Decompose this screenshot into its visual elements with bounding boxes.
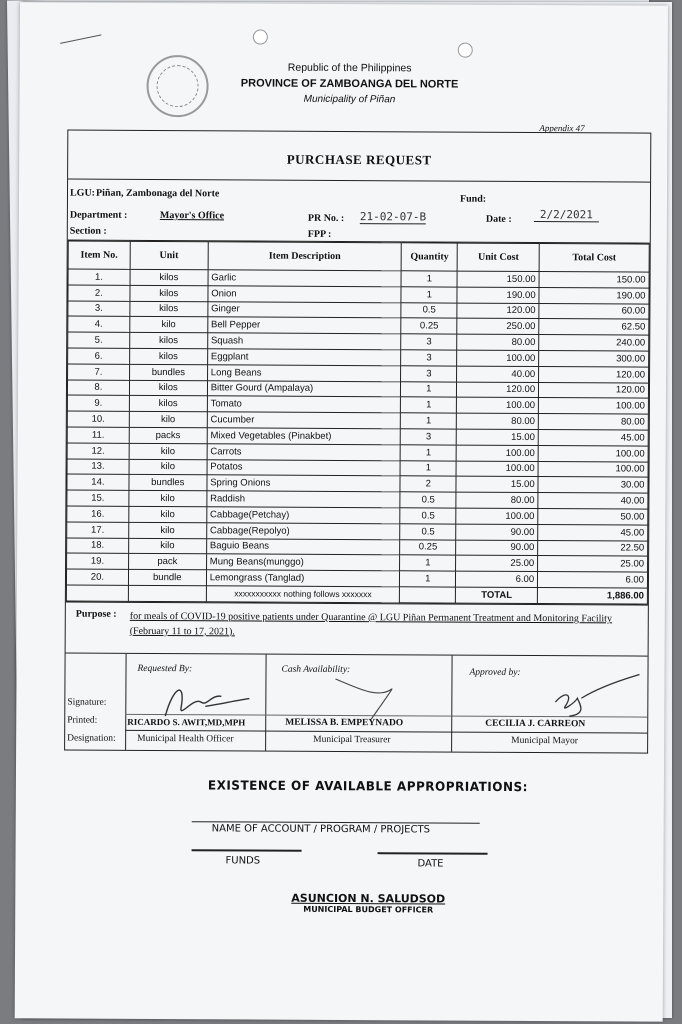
total-cost: 240.00 xyxy=(539,335,649,351)
purpose-section xyxy=(66,601,648,656)
total-cost: 50.00 xyxy=(538,508,648,524)
unit-cost: 90.00 xyxy=(456,524,538,540)
unit-cost: 190.00 xyxy=(457,287,539,303)
col-header: Item No. xyxy=(68,241,130,269)
department-value: Mayor's Office xyxy=(159,210,225,222)
approved-by-label: Approved by: xyxy=(469,667,521,678)
approver-name: CECILIA J. CARREON xyxy=(485,718,586,730)
total-cost: 25.00 xyxy=(538,556,648,572)
lgu-label: LGU: xyxy=(69,187,96,199)
unit-cost: 6.00 xyxy=(456,571,538,587)
unit: bundles xyxy=(129,364,207,380)
quantity: 0.5 xyxy=(400,508,456,524)
item-number: 17. xyxy=(67,522,129,538)
pr-label: PR No. : xyxy=(307,212,345,225)
item-description: Cabbage(Repolyo) xyxy=(206,523,400,540)
item-description: Garlic xyxy=(208,270,402,287)
unit: kilo xyxy=(129,522,207,538)
budget-officer-position: MUNICIPAL BUDGET OFFICER xyxy=(303,904,434,915)
requester-signature xyxy=(145,676,255,727)
item-number: 20. xyxy=(66,569,128,585)
quantity: 1 xyxy=(401,413,457,429)
item-description: Mixed Vegetables (Pinakbet) xyxy=(207,428,401,445)
unit: kilo xyxy=(129,459,207,475)
item-number: 2. xyxy=(68,285,130,301)
quantity: 2 xyxy=(400,476,456,492)
municipality-text: Municipality of Piñan xyxy=(303,93,396,106)
item-description: Cabbage(Petchay) xyxy=(207,507,401,524)
funds-label: FUNDS xyxy=(225,855,261,867)
quantity: 3 xyxy=(401,334,457,350)
item-description: Squash xyxy=(207,333,401,350)
item-description: Potatos xyxy=(207,459,401,476)
total-cost: 300.00 xyxy=(539,351,649,367)
col-header: Unit xyxy=(130,241,208,269)
item-description: Long Beans xyxy=(207,365,401,382)
item-number: 16. xyxy=(67,506,129,522)
quantity: 3 xyxy=(401,350,457,366)
total-cost: 120.00 xyxy=(539,382,649,398)
item-description: Onion xyxy=(208,286,402,303)
item-number: 14. xyxy=(67,474,129,490)
total-cost: 80.00 xyxy=(538,414,648,430)
unit-cost: 25.00 xyxy=(456,555,538,571)
unit-cost: 120.00 xyxy=(457,303,539,319)
unit-cost: 100.00 xyxy=(457,397,539,413)
unit-cost: 100.00 xyxy=(456,445,538,461)
budget-officer-block xyxy=(291,892,445,915)
item-description: Bell Pepper xyxy=(208,317,402,334)
total-cost: 60.00 xyxy=(539,303,649,319)
item-number: 6. xyxy=(68,348,130,364)
items-table xyxy=(66,241,650,605)
unit: kilo xyxy=(128,538,206,554)
item-number: 19. xyxy=(67,553,129,569)
item-number: 5. xyxy=(68,332,130,348)
total-cost: 40.00 xyxy=(538,493,648,509)
total-cost: 120.00 xyxy=(539,366,649,382)
appropriations-title: EXISTENCE OF AVAILABLE APPROPRIATIONS: xyxy=(207,777,529,795)
item-number: 3. xyxy=(68,301,130,317)
unit: kilo xyxy=(130,317,208,333)
fund-label: Fund: xyxy=(459,193,487,205)
unit-cost: 100.00 xyxy=(456,461,538,477)
total-label: TOTAL xyxy=(456,587,538,603)
item-number: 1. xyxy=(68,269,130,285)
signature-block xyxy=(65,653,647,752)
purchase-request-page xyxy=(15,2,668,1021)
item-number: 13. xyxy=(67,459,129,475)
designation-label: Designation: xyxy=(67,733,116,744)
total-cost: 45.00 xyxy=(538,524,648,540)
unit-cost: 90.00 xyxy=(456,540,538,556)
requester-position: Municipal Health Officer xyxy=(137,733,234,745)
total-cost: 190.00 xyxy=(539,287,649,303)
total-cost: 100.00 xyxy=(538,461,648,477)
table-header-row xyxy=(68,241,649,272)
item-number: 9. xyxy=(67,395,129,411)
quantity: 1 xyxy=(401,287,457,303)
unit-cost: 120.00 xyxy=(457,382,539,398)
punch-hole xyxy=(458,43,473,58)
item-description: Bitter Gourd (Ampalaya) xyxy=(207,380,401,397)
total-cost: 100.00 xyxy=(539,398,649,414)
total-value: 1,886.00 xyxy=(538,587,648,603)
item-description: Cucumber xyxy=(207,412,401,429)
item-description: Carrots xyxy=(207,444,401,461)
treasurer-signature xyxy=(315,673,425,724)
total-cost: 100.00 xyxy=(538,445,648,461)
item-description: Mung Beans(munggo) xyxy=(206,554,400,571)
item-description: Baguio Beans xyxy=(206,538,400,555)
unit: kilos xyxy=(130,333,208,349)
item-number: 4. xyxy=(68,316,130,332)
appendix-label: Appendix 47 xyxy=(539,123,585,134)
unit: kilos xyxy=(129,396,207,412)
signature-label: Signature: xyxy=(67,697,107,708)
form-title: PURCHASE REQUEST xyxy=(68,131,650,183)
unit-cost: 100.00 xyxy=(457,350,539,366)
unit-cost: 250.00 xyxy=(457,318,539,334)
unit-cost: 80.00 xyxy=(457,334,539,350)
approver-position: Municipal Mayor xyxy=(511,735,578,746)
purchase-request-form xyxy=(64,130,651,754)
item-number: 11. xyxy=(67,427,129,443)
unit: kilos xyxy=(130,269,208,285)
item-description: Spring Onions xyxy=(207,475,401,492)
requester-name: RICARDO S. AWIT,MD,MPH xyxy=(127,716,246,728)
quantity: 1 xyxy=(401,271,457,287)
unit-cost: 80.00 xyxy=(456,492,538,508)
date-value: 2/2/2021 xyxy=(534,208,599,222)
printed-label: Printed: xyxy=(67,715,98,726)
item-number: 10. xyxy=(67,411,129,427)
pen-mark xyxy=(60,34,101,43)
republic-text: Republic of the Philippines xyxy=(287,61,412,75)
unit: kilos xyxy=(129,348,207,364)
col-header: Quantity xyxy=(401,243,457,271)
quantity: 3 xyxy=(401,429,457,445)
col-header: Item Description xyxy=(208,242,402,271)
pr-number: 21-02-07-B xyxy=(359,210,427,224)
total-cost: 6.00 xyxy=(538,572,648,588)
quantity: 0.25 xyxy=(401,318,457,334)
item-number: 7. xyxy=(68,364,130,380)
lgu-value: Piñan, Zambonaga del Norte xyxy=(95,187,220,200)
quantity: 0.5 xyxy=(400,492,456,508)
budget-officer-name: ASUNCION N. SALUDSOD xyxy=(291,891,446,906)
municipal-seal-logo xyxy=(146,55,208,117)
quantity: 3 xyxy=(401,366,457,382)
item-number: 18. xyxy=(67,538,129,554)
total-cost: 150.00 xyxy=(539,272,649,288)
quantity: 0.25 xyxy=(400,539,456,555)
mayor-signature xyxy=(535,672,645,723)
quantity: 1 xyxy=(400,571,456,587)
form-info xyxy=(68,180,650,244)
item-description: Lemongrass (Tanglad) xyxy=(206,570,400,587)
unit: kilo xyxy=(129,412,207,428)
unit-cost: 80.00 xyxy=(457,413,539,429)
province-text: PROVINCE OF ZAMBOANGA DEL NORTE xyxy=(240,77,459,91)
item-number: 12. xyxy=(67,443,129,459)
total-cost: 45.00 xyxy=(538,429,648,445)
requested-by-label: Requested By: xyxy=(137,663,193,674)
punch-hole xyxy=(253,30,268,45)
account-label: NAME OF ACCOUNT / PROGRAM / PROJECTS xyxy=(211,823,430,836)
treasurer-position: Municipal Treasurer xyxy=(313,734,391,745)
quantity: 1 xyxy=(400,445,456,461)
unit: kilo xyxy=(129,491,207,507)
item-number: 15. xyxy=(67,490,129,506)
department-label: Department : xyxy=(69,209,128,221)
col-header: Total Cost xyxy=(539,244,649,273)
total-cost: 62.50 xyxy=(539,319,649,335)
cash-availability-label: Cash Availability: xyxy=(281,664,351,675)
unit: pack xyxy=(128,554,206,570)
unit-cost: 15.00 xyxy=(456,476,538,492)
unit: packs xyxy=(129,427,207,443)
item-description: Tomato xyxy=(207,396,401,413)
unit: kilo xyxy=(129,506,207,522)
section-label: Section : xyxy=(69,225,107,237)
unit-cost: 150.00 xyxy=(457,271,539,287)
col-header: Unit Cost xyxy=(457,243,539,271)
purpose-label: Purpose : xyxy=(75,608,117,620)
total-cost: 22.50 xyxy=(538,540,648,556)
quantity: 1 xyxy=(401,381,457,397)
quantity: 0.5 xyxy=(400,524,456,540)
total-cost: 30.00 xyxy=(538,477,648,493)
quantity: 1 xyxy=(400,460,456,476)
unit: kilos xyxy=(130,285,208,301)
item-description: Raddish xyxy=(207,491,401,508)
date-label: Date : xyxy=(485,213,512,225)
unit: bundles xyxy=(129,475,207,491)
quantity: 1 xyxy=(401,397,457,413)
unit: kilo xyxy=(129,443,207,459)
quantity: 1 xyxy=(400,555,456,571)
date-label: DATE xyxy=(417,858,444,870)
item-description: Ginger xyxy=(208,301,402,318)
unit-cost: 15.00 xyxy=(457,429,539,445)
treasurer-name: MELISSA B. EMPEYNADO xyxy=(285,717,404,729)
unit-cost: 40.00 xyxy=(457,366,539,382)
nothing-follows-note: xxxxxxxxxxx nothing follows xxxxxxx xyxy=(206,586,400,603)
unit: kilos xyxy=(130,301,208,317)
unit-cost: 100.00 xyxy=(456,508,538,524)
purpose-text: for meals of COVID-19 positive patients under Quarantine @ LGU Piñan Permanent Treatment and Monitoring Facility (February 11 to 17, 2021). xyxy=(129,610,613,638)
fpp-label: FPP : xyxy=(307,228,332,240)
unit: kilos xyxy=(129,380,207,396)
unit: bundle xyxy=(128,570,206,586)
item-number: 8. xyxy=(67,380,129,396)
quantity: 0.5 xyxy=(401,302,457,318)
item-description: Eggplant xyxy=(207,349,401,366)
